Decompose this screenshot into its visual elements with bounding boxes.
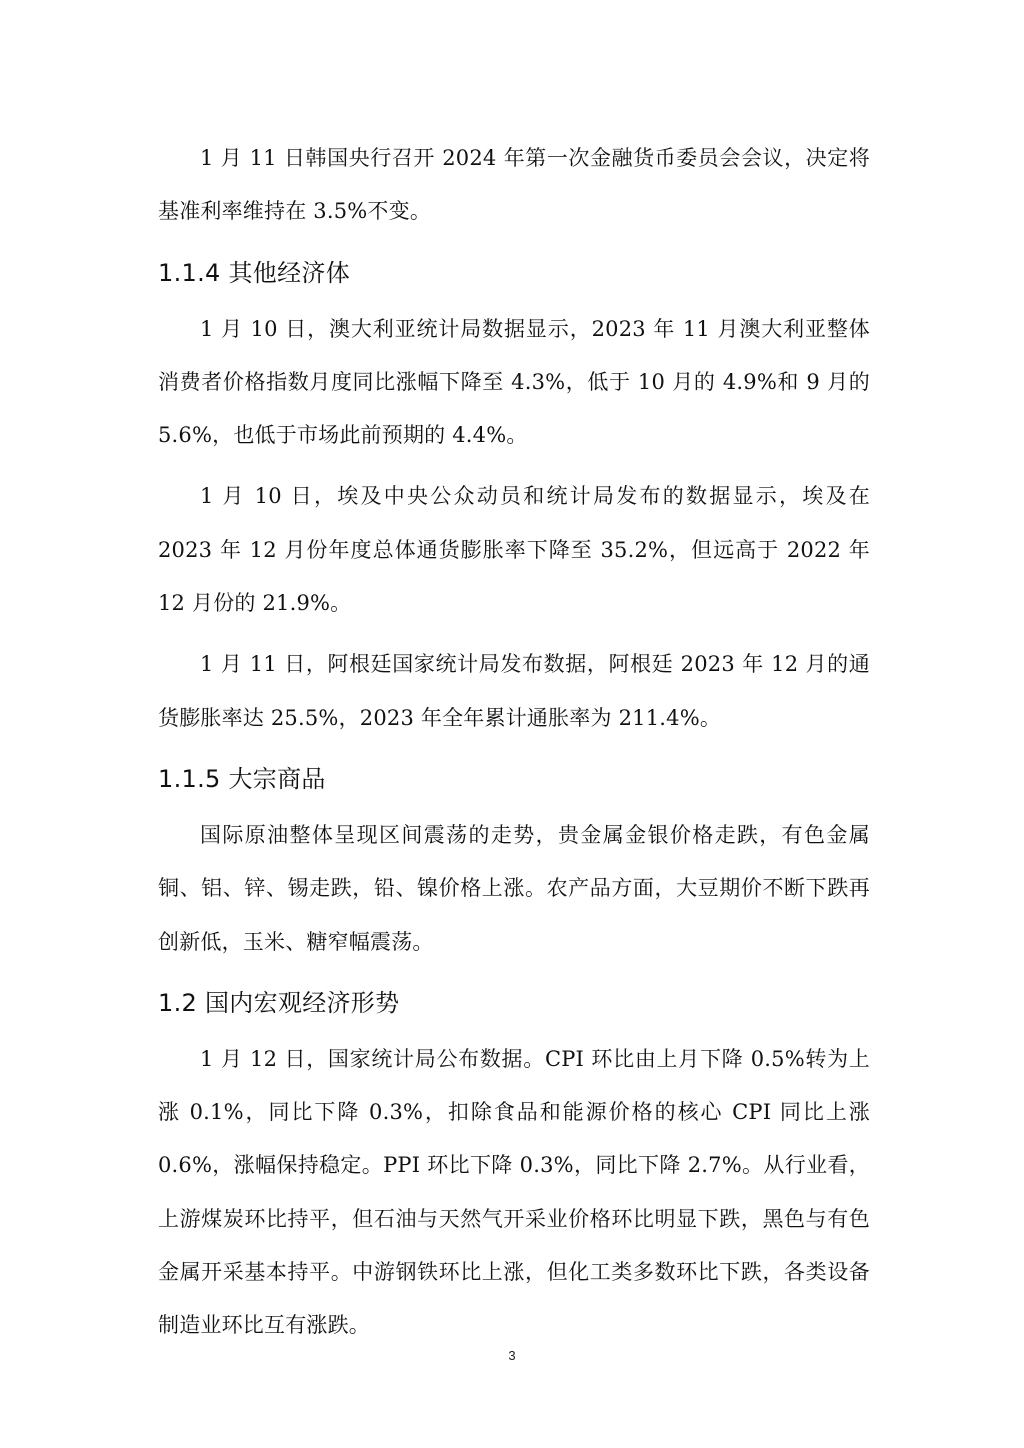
page-number: 3 (508, 1348, 516, 1363)
paragraph-domestic-cpi-ppi: 1 月 12 日，国家统计局公布数据。CPI 环比由上月下降 0.5%转为上涨 0.1%，同比下降 0.3%，扣除食品和能源价格的核心 CPI 同比上涨 0.6%，涨幅保持稳定。PPI 环比下降 0.3%，同比下降 2.7%。从行业看，上游煤炭环比持平，但石油与天然气开采业价格环比明显下跌，黑色与有色金属开采基本持平。中游钢铁环比上涨，但化工类多数环比下跌，各类设备制造业环比互有涨跌。 (158, 1046, 870, 1338)
document-body (158, 132, 870, 1361)
section-heading-commodities: 1.1.5 大宗商品 (158, 764, 326, 793)
paragraph-australia-cpi: 1 月 10 日，澳大利亚统计局数据显示，2023 年 11 月澳大利亚整体消费者价格指数月度同比涨幅下降至 4.3%，低于 10 月的 4.9%和 9 月的 5.6%，也低于市场此前预期的 4.4%。 (158, 316, 870, 448)
paragraph-egypt-inflation: 1 月 10 日，埃及中央公众动员和统计局发布的数据显示，埃及在 2023 年 12 月份年度总体通货膨胀率下降至 35.2%，但远高于 2022 年 12 月份的 21.9%。 (158, 484, 870, 616)
section-heading-domestic-macro: 1.2 国内宏观经济形势 (158, 988, 400, 1017)
paragraph-korea-rate: 1 月 11 日韩国央行召开 2024 年第一次金融货币委员会会议，决定将基准利率维持在 3.5%不变。 (158, 146, 870, 224)
paragraph-argentina-inflation: 1 月 11 日，阿根廷国家统计局发布数据，阿根廷 2023 年 12 月的通货膨胀率达 25.5%，2023 年全年累计通胀率为 211.4%。 (158, 652, 870, 730)
paragraph-commodities: 国际原油整体呈现区间震荡的走势，贵金属金银价格走跌，有色金属铜、铝、锌、锡走跌，铅、镍价格上涨。农产品方面，大豆期价不断下跌再创新低，玉米、糖窄幅震荡。 (158, 822, 870, 954)
section-heading-other-economies: 1.1.4 其他经济体 (158, 258, 350, 287)
